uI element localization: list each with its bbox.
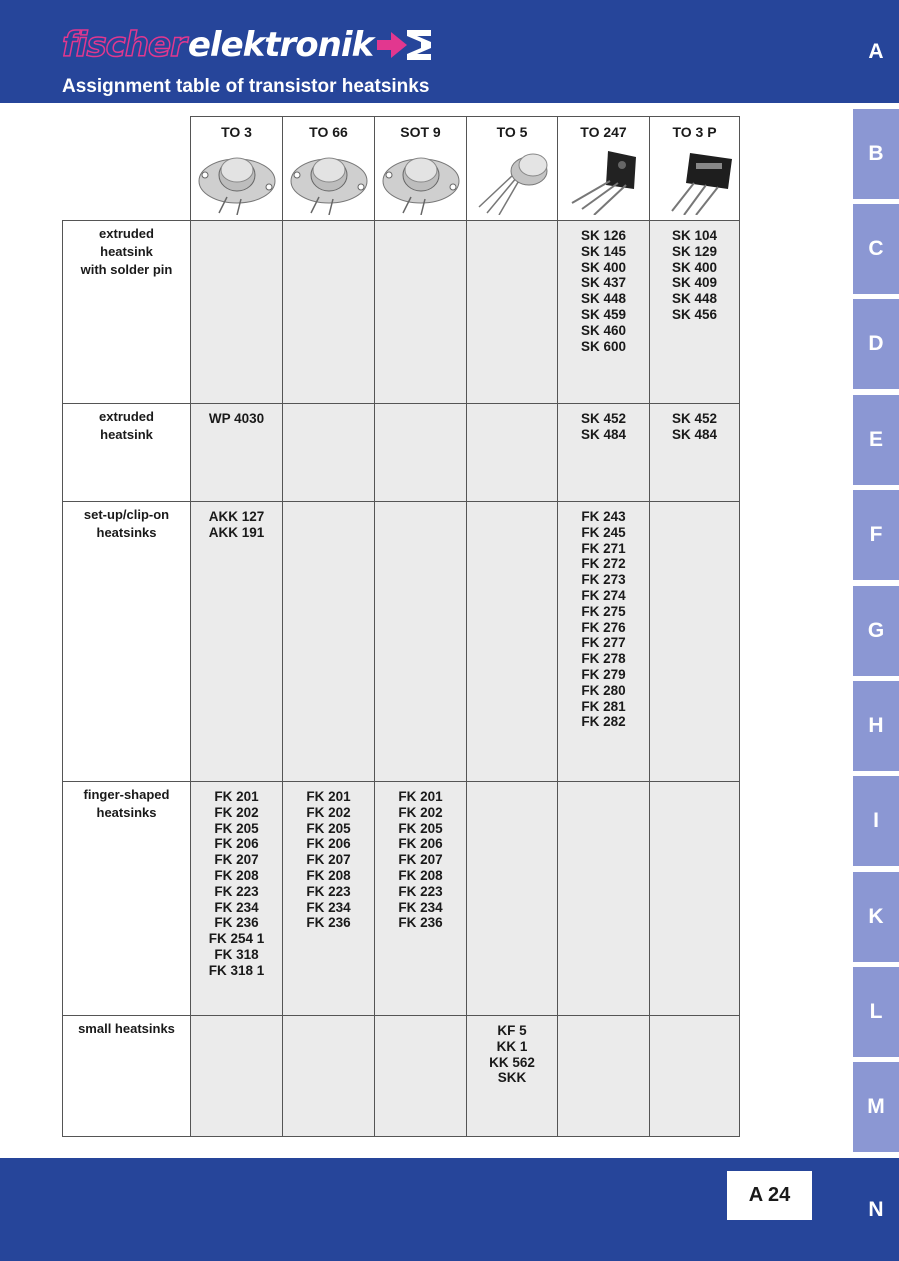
table-cell <box>557 1016 649 1136</box>
heatsink-part-number: FK 236 <box>214 915 259 931</box>
column-header <box>190 116 282 220</box>
heatsink-part-number: SK 437 <box>580 275 627 291</box>
tab-b[interactable]: B <box>853 109 899 199</box>
table-cell <box>557 221 649 403</box>
tab-g[interactable]: G <box>853 586 899 676</box>
heatsink-part-number: FK 234 <box>398 899 443 915</box>
column-header-label: TO 5 <box>496 124 528 140</box>
heatsink-part-number: FK 280 <box>581 682 626 698</box>
heatsink-part-number: FK 276 <box>581 619 626 635</box>
table-cell <box>649 221 740 403</box>
table-cell <box>282 502 374 781</box>
tab-a[interactable]: A <box>853 0 899 103</box>
heatsink-part-number: FK 205 <box>306 820 351 836</box>
heatsink-part-number: SK 145 <box>580 243 627 259</box>
transistor-package-icon <box>381 145 461 215</box>
table-cell <box>466 782 557 1015</box>
heatsink-part-number: SK 459 <box>580 306 627 322</box>
heatsink-part-number: FK 282 <box>581 714 626 730</box>
heatsink-part-number: FK 281 <box>581 698 626 714</box>
heatsink-part-number: FK 206 <box>306 836 351 852</box>
table-cell <box>282 404 374 501</box>
table-cell <box>649 782 740 1015</box>
heatsink-part-number: SK 409 <box>671 275 718 291</box>
table-cell <box>190 221 282 403</box>
heatsink-part-number: FK 277 <box>581 635 626 651</box>
heatsink-part-number: FK 201 <box>214 789 259 804</box>
tab-c[interactable]: C <box>853 204 899 294</box>
table-row <box>62 781 740 1015</box>
column-header <box>466 116 557 220</box>
heatsink-part-number: FK 318 <box>214 946 259 962</box>
row-label: extruded heatsink with solder pin <box>62 221 190 403</box>
heatsink-part-number: FK 234 <box>306 899 351 915</box>
heatsink-part-number: FK 273 <box>581 572 626 588</box>
column-header <box>649 116 740 220</box>
column-header <box>374 116 466 220</box>
transistor-package-icon <box>564 145 644 215</box>
row-label: extruded heatsink <box>62 404 190 501</box>
heatsink-part-number: FK 275 <box>581 603 626 619</box>
column-header <box>282 116 374 220</box>
column-header <box>557 116 649 220</box>
table-cell <box>374 502 466 781</box>
heatsink-part-number: FK 245 <box>581 524 626 540</box>
table-cell <box>649 502 740 781</box>
heatsink-part-number: FK 201 <box>398 789 443 804</box>
table-cell <box>466 1016 557 1136</box>
table-row <box>62 501 740 781</box>
table-row <box>62 1015 740 1136</box>
table-header-row <box>190 116 740 220</box>
company-logo <box>62 22 433 68</box>
table-cell <box>282 221 374 403</box>
column-header-label: TO 247 <box>580 124 627 140</box>
heatsink-part-number: SK 104 <box>671 228 718 243</box>
table-row <box>62 220 740 403</box>
tab-k[interactable]: K <box>853 872 899 962</box>
table-cell <box>374 221 466 403</box>
heatsink-part-number: SK 452 <box>580 411 627 426</box>
table-cell <box>190 782 282 1015</box>
transistor-package-icon <box>656 145 736 215</box>
heatsink-part-number: FK 223 <box>306 883 351 899</box>
column-header-label: TO 3 P <box>672 124 717 140</box>
heatsink-part-number: FK 254 1 <box>208 931 265 947</box>
heatsink-part-number: FK 207 <box>306 852 351 868</box>
table-cell <box>557 782 649 1015</box>
table-cell <box>649 1016 740 1136</box>
heatsink-part-number: FK 207 <box>214 852 259 868</box>
heatsink-part-number: FK 318 1 <box>208 962 265 978</box>
column-header-label: TO 3 <box>221 124 252 140</box>
heatsink-part-number: FK 223 <box>398 883 443 899</box>
row-label: set-up/clip-on heatsinks <box>62 502 190 781</box>
table-cell <box>374 782 466 1015</box>
footer-bar <box>0 1158 853 1261</box>
heatsink-part-number: FK 234 <box>214 899 259 915</box>
heatsink-part-number: FK 206 <box>398 836 443 852</box>
table-cell <box>190 502 282 781</box>
table-cell <box>557 404 649 501</box>
table-cell <box>374 1016 466 1136</box>
tab-f[interactable]: F <box>853 490 899 580</box>
table-cell <box>282 1016 374 1136</box>
heatsink-part-number: SKK <box>497 1070 527 1086</box>
tab-n[interactable]: N <box>853 1158 899 1261</box>
heatsink-part-number: SK 400 <box>580 259 627 275</box>
heatsink-part-number: FK 205 <box>214 820 259 836</box>
heatsink-part-number: FK 279 <box>581 666 626 682</box>
transistor-package-icon <box>473 145 553 215</box>
tab-d[interactable]: D <box>853 299 899 389</box>
table-cell <box>374 404 466 501</box>
page-number: A 24 <box>727 1171 812 1220</box>
heatsink-part-number: FK 207 <box>398 852 443 868</box>
page-title: Assignment table of transistor heatsinks <box>62 76 430 97</box>
table-cell <box>190 1016 282 1136</box>
heatsink-part-number: FK 208 <box>214 867 259 883</box>
transistor-package-icon <box>289 145 369 215</box>
heatsink-part-number: FK 278 <box>581 651 626 667</box>
table-cell <box>466 404 557 501</box>
tab-e[interactable]: E <box>853 395 899 485</box>
table-cell <box>282 782 374 1015</box>
logo-text-elektronik: elektronik <box>187 25 374 65</box>
table-bottom-border <box>62 1136 740 1137</box>
heatsink-part-number: FK 208 <box>398 867 443 883</box>
heatsink-part-number: FK 202 <box>398 804 443 820</box>
table-cell <box>557 502 649 781</box>
heatsink-part-number: FK 202 <box>306 804 351 820</box>
table-cell <box>466 221 557 403</box>
tab-l[interactable]: L <box>853 967 899 1057</box>
heatsink-part-number: SK 484 <box>580 426 627 442</box>
index-tabs <box>853 0 899 1261</box>
heatsink-part-number: KF 5 <box>497 1023 527 1038</box>
row-label: finger-shaped heatsinks <box>62 782 190 1015</box>
heatsink-part-number: FK 243 <box>581 509 626 524</box>
heatsink-part-number: SK 600 <box>580 338 627 354</box>
table-cell <box>466 502 557 781</box>
tab-h[interactable]: H <box>853 681 899 771</box>
heatsink-part-number: FK 202 <box>214 804 259 820</box>
heatsink-part-number: FK 236 <box>398 915 443 931</box>
heatsink-part-number: KK 1 <box>496 1038 528 1054</box>
heatsink-part-number: FK 236 <box>306 915 351 931</box>
heatsink-part-number: SK 400 <box>671 259 718 275</box>
heatsink-part-number: FK 274 <box>581 587 626 603</box>
table-cell <box>649 404 740 501</box>
heatsink-part-number: FK 201 <box>306 789 351 804</box>
heatsink-part-number: SK 452 <box>671 411 718 426</box>
row-label: small heatsinks <box>62 1016 190 1136</box>
heatsink-part-number: SK 129 <box>671 243 718 259</box>
heatsink-part-number: SK 448 <box>671 291 718 307</box>
logo-text-fischer: fischer <box>62 25 186 65</box>
heatsink-part-number: KK 562 <box>489 1054 535 1070</box>
column-header-label: SOT 9 <box>400 124 441 140</box>
heatsink-part-number: SK 448 <box>580 291 627 307</box>
heatsink-part-number: WP 4030 <box>208 411 265 426</box>
tab-m[interactable]: M <box>853 1062 899 1152</box>
heatsink-part-number: FK 205 <box>398 820 443 836</box>
heatsink-part-number: SK 456 <box>671 306 718 322</box>
logo-arrow-icon <box>377 28 433 62</box>
table-row <box>62 403 740 501</box>
table-cell <box>190 404 282 501</box>
heatsink-part-number: FK 208 <box>306 867 351 883</box>
heatsink-part-number: FK 223 <box>214 883 259 899</box>
transistor-package-icon <box>197 145 277 215</box>
tab-i[interactable]: I <box>853 776 899 866</box>
heatsink-part-number: SK 126 <box>580 228 627 243</box>
heatsink-part-number: FK 206 <box>214 836 259 852</box>
heatsink-part-number: AKK 191 <box>208 524 265 540</box>
heatsink-part-number: SK 484 <box>671 426 718 442</box>
column-header-label: TO 66 <box>309 124 348 140</box>
heatsink-part-number: FK 272 <box>581 556 626 572</box>
heatsink-part-number: SK 460 <box>580 322 627 338</box>
heatsink-part-number: AKK 127 <box>208 509 265 524</box>
heatsink-part-number: FK 271 <box>581 540 626 556</box>
